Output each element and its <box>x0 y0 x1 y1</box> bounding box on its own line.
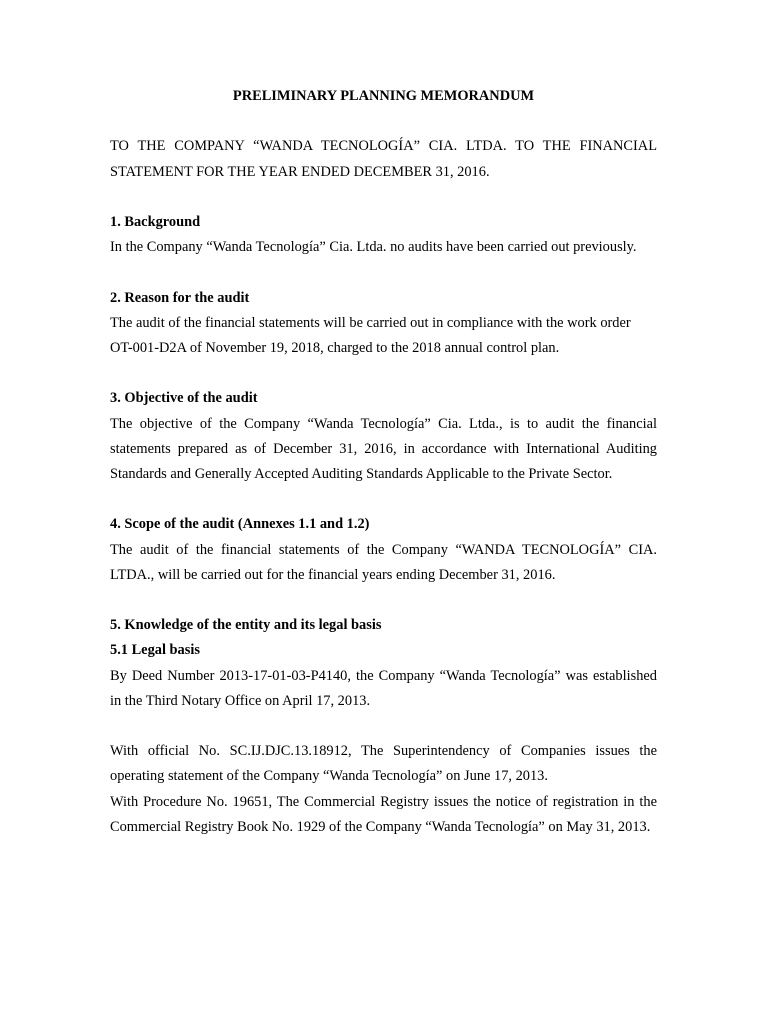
section-heading-reason: 2. Reason for the audit <box>110 289 250 306</box>
section-heading-scope: 4. Scope of the audit (Annexes 1.1 and 1.2) <box>110 516 370 533</box>
spacer <box>110 109 657 134</box>
section-heading-background: 1. Background <box>110 213 201 230</box>
section-text-scope: The audit of the financial statements of the Company “WANDA TECNOLOGÍA” CIA. LTDA., will be carried out for the financial years ending December 31, 2016. <box>110 541 657 583</box>
section-heading-knowledge: 5. Knowledge of the entity and its legal basis <box>110 617 382 634</box>
spacer <box>110 185 657 210</box>
section-text-reason-line2: OT-001-D2A of November 19, 2018, charged to the 2018 annual control plan. <box>110 339 560 356</box>
section-text-objective: The objective of the Company “Wanda Tecnología” Cia. Ltda., is to audit the financial statements prepared as of December 31, 2016, in accordance with International Auditing Standards and Generally Accepted Auditing Standards Applicable to the Private Sector. <box>110 415 657 482</box>
spacer <box>110 260 657 285</box>
spacer <box>110 361 657 386</box>
document-body <box>110 84 657 840</box>
legal-basis-paragraph-official: With official No. SC.IJ.DJC.13.18912, The Superintendency of Companies issues the operating statement of the Company “Wanda Tecnología” on June 17, 2013. <box>110 743 657 785</box>
spacer <box>110 588 657 613</box>
spacer <box>110 487 657 512</box>
section-heading-objective: 3. Objective of the audit <box>110 390 258 407</box>
section-text-reason-line1: The audit of the financial statements will be carried out in compliance with the work order <box>110 314 631 331</box>
document-title: PRELIMINARY PLANNING MEMORANDUM <box>232 88 535 104</box>
subsection-heading-legal-basis: 5.1 Legal basis <box>110 642 200 659</box>
legal-basis-paragraph-deed: By Deed Number 2013-17-01-03-P4140, the Company “Wanda Tecnología” was established in the Third Notary Office on April 17, 2013. <box>110 667 657 709</box>
section-text-background: In the Company “Wanda Tecnología” Cia. Ltda. no audits have been carried out previously. <box>110 239 637 256</box>
intro-paragraph: TO THE COMPANY “WANDA TECNOLOGÍA” CIA. LTDA. TO THE FINANCIAL STATEMENT FOR THE YEAR ENDED DECEMBER 31, 2016. <box>110 138 657 180</box>
legal-basis-paragraph-registry: With Procedure No. 19651, The Commercial Registry issues the notice of registration in the Commercial Registry Book No. 1929 of the Company “Wanda Tecnología” on May 31, 2013. <box>110 793 657 835</box>
spacer <box>110 714 657 739</box>
